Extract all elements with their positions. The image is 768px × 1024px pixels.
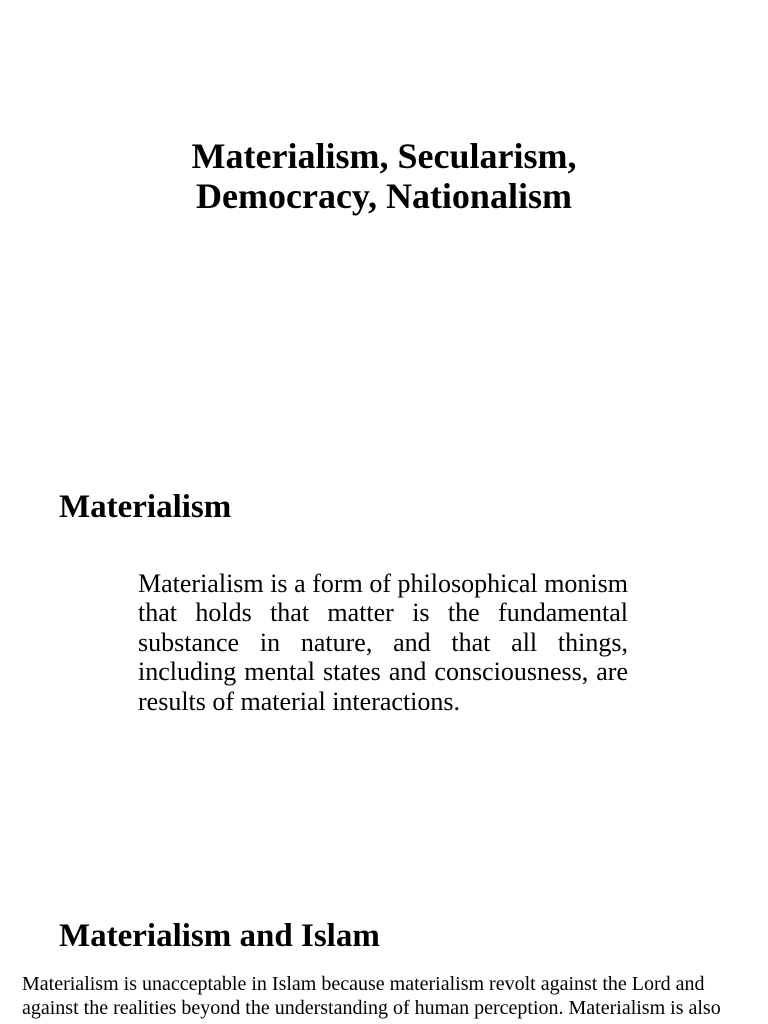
materialism-and-islam-line-2: against the realities beyond the understanding of human perception. Materialism is also: [22, 997, 721, 1019]
section-heading-materialism: Materialism: [59, 489, 232, 525]
slide-title-line-1: Materialism, Secularism,: [191, 136, 577, 176]
slide-title-line-2: Democracy, Nationalism: [196, 176, 572, 216]
materialism-definition: Materialism is a form of philosophical monism that holds that matter is the fundamental substance in nature, and that all things, including mental states and consciousness, are results of material interactions.: [138, 569, 628, 716]
materialism-and-islam-line-1: Materialism is unacceptable in Islam because materialism revolt against the Lord and: [22, 973, 705, 995]
slide-title: [0, 136, 768, 216]
section-heading-materialism-and-islam: Materialism and Islam: [59, 918, 380, 954]
materialism-and-islam-text: [22, 972, 752, 1020]
